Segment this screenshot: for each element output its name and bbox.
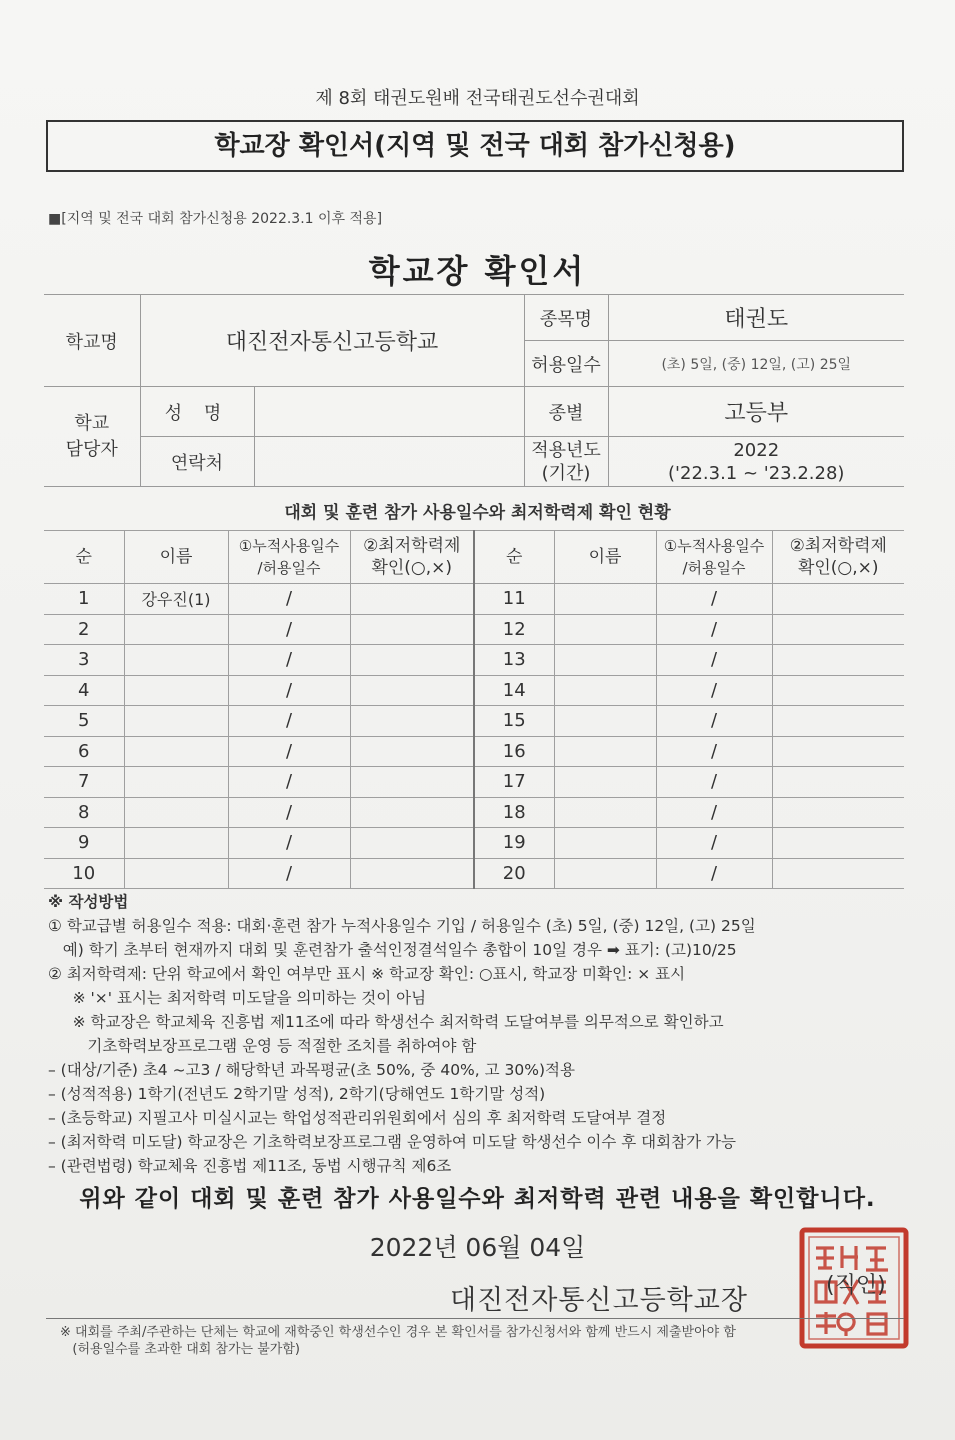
table-row: [44, 828, 904, 859]
competition-name: 제 8회 태권도원배 전국태권도선수권대회: [315, 88, 640, 109]
student-name-cell[interactable]: [124, 767, 228, 798]
student-name-cell[interactable]: [554, 736, 656, 767]
header-days-right: ①누적사용일수 /허용일수: [656, 531, 772, 584]
student-name-cell[interactable]: [554, 645, 656, 676]
header-academic-right: ②최저학력제 확인(○,×): [772, 531, 904, 584]
apply-year-cell: [608, 437, 904, 487]
row-number: 15: [474, 706, 554, 737]
days-used-cell[interactable]: /: [228, 706, 350, 737]
academic-check-cell[interactable]: [350, 614, 474, 645]
student-name-cell[interactable]: [124, 675, 228, 706]
student-name-cell[interactable]: [124, 645, 228, 676]
table-row: [44, 858, 904, 889]
footer-line-1: ※ 대회를 주최/주관하는 단체는 학교에 재학중인 학생선수인 경우 본 확인서를 참가신청서와 함께 반드시 제출받아야 함: [60, 1325, 736, 1340]
row-number: 20: [474, 858, 554, 889]
days-used-cell[interactable]: /: [228, 675, 350, 706]
days-used-cell[interactable]: /: [228, 736, 350, 767]
student-name-cell[interactable]: [554, 706, 656, 737]
row-number: 8: [44, 797, 124, 828]
writing-instructions: [48, 890, 908, 1178]
student-name-cell[interactable]: 강우진(1): [124, 584, 228, 615]
days-used-cell[interactable]: /: [228, 584, 350, 615]
header-name-right: 이름: [554, 531, 656, 584]
student-name-cell[interactable]: [124, 828, 228, 859]
academic-check-cell[interactable]: [350, 858, 474, 889]
days-used-cell[interactable]: /: [656, 675, 772, 706]
instruction-line: 예) 학기 초부터 현재까지 대회 및 훈련참가 출석인정결석일수 총합이 10일 경우 ➡ 표기: (고)10/25: [48, 941, 737, 959]
days-used-cell[interactable]: /: [228, 858, 350, 889]
days-used-cell[interactable]: /: [228, 797, 350, 828]
apply-year-value: 2022: [733, 439, 780, 461]
academic-check-cell[interactable]: [772, 828, 904, 859]
days-used-cell[interactable]: /: [656, 706, 772, 737]
confirmation-statement: 위와 같이 대회 및 훈련 참가 사용일수와 최저학력 관련 내용을 확인합니다.: [79, 1186, 876, 1212]
row-number: 5: [44, 706, 124, 737]
row-number: 19: [474, 828, 554, 859]
document-box-title: 학교장 확인서(지역 및 전국 대회 참가신청용): [46, 120, 904, 172]
instruction-line: – (대상/기준) 초4 ~고3 / 해당학년 과목평균(초 50%, 중 40%, 고 30%)적용: [48, 1061, 575, 1079]
header-academic-left: ②최저학력제 확인(○,×): [350, 531, 474, 584]
days-used-cell[interactable]: /: [656, 645, 772, 676]
table-row: [44, 584, 904, 615]
days-used-cell[interactable]: /: [228, 614, 350, 645]
school-name-value: 대진전자통신고등학교: [140, 295, 524, 387]
academic-check-cell[interactable]: [350, 584, 474, 615]
days-used-cell[interactable]: /: [656, 736, 772, 767]
instruction-line: ② 최저학력제: 단위 학교에서 확인 여부만 표시 ※ 학교장 확인: ○표시, 학교장 미확인: × 표시: [48, 965, 686, 983]
academic-check-cell[interactable]: [350, 675, 474, 706]
student-name-cell[interactable]: [554, 858, 656, 889]
table-row: [44, 736, 904, 767]
student-name-cell[interactable]: [554, 767, 656, 798]
row-number: 10: [44, 858, 124, 889]
student-name-cell[interactable]: [554, 614, 656, 645]
days-used-cell[interactable]: /: [656, 767, 772, 798]
academic-check-cell[interactable]: [350, 797, 474, 828]
instruction-line: ※ 학교장은 학교체육 진흥법 제11조에 따라 학생선수 최저학력 도달여부를 의무적으로 확인하고: [48, 1013, 724, 1031]
academic-check-cell[interactable]: [772, 858, 904, 889]
instruction-line: – (성적적용) 1학기(전년도 2학기말 성적), 2학기(당해연도 1학기말 성적): [48, 1085, 546, 1103]
row-number: 3: [44, 645, 124, 676]
student-name-cell[interactable]: [124, 858, 228, 889]
student-name-cell[interactable]: [554, 675, 656, 706]
academic-check-cell[interactable]: [772, 767, 904, 798]
school-name-label: 학교명: [44, 295, 140, 387]
academic-check-cell[interactable]: [350, 706, 474, 737]
participation-status-table: [44, 530, 904, 889]
applicability-note: ■[지역 및 전국 대회 참가신청용 2022.3.1 이후 적용]: [48, 211, 383, 227]
academic-check-cell[interactable]: [772, 706, 904, 737]
academic-check-cell[interactable]: [350, 767, 474, 798]
footer-note: [60, 1324, 736, 1358]
row-number: 6: [44, 736, 124, 767]
row-number: 1: [44, 584, 124, 615]
instruction-line: 기초학력보장프로그램 운영 등 적절한 조치를 취하여야 함: [48, 1037, 477, 1055]
header-no-right: 순: [474, 531, 554, 584]
academic-check-cell[interactable]: [350, 828, 474, 859]
footer-line-2: (허용일수를 초과한 대회 참가는 불가함): [60, 1342, 300, 1357]
header-name-left: 이름: [124, 531, 228, 584]
row-number: 9: [44, 828, 124, 859]
row-number: 7: [44, 767, 124, 798]
student-name-cell[interactable]: [124, 614, 228, 645]
academic-check-cell[interactable]: [350, 645, 474, 676]
academic-check-cell[interactable]: [350, 736, 474, 767]
academic-check-cell[interactable]: [772, 797, 904, 828]
days-used-cell[interactable]: /: [656, 828, 772, 859]
table-row: [44, 797, 904, 828]
row-number: 16: [474, 736, 554, 767]
student-name-cell[interactable]: [124, 736, 228, 767]
academic-check-cell[interactable]: [772, 614, 904, 645]
table-row: [44, 767, 904, 798]
row-number: 12: [474, 614, 554, 645]
days-used-cell[interactable]: /: [656, 858, 772, 889]
status-table-caption: 대회 및 훈련 참가 사용일수와 최저학력제 확인 현황: [284, 503, 671, 523]
row-number: 4: [44, 675, 124, 706]
days-used-cell[interactable]: /: [228, 645, 350, 676]
student-name-cell[interactable]: [554, 828, 656, 859]
instruction-line: – (관련법령) 학교체육 진흥법 제11조, 동법 시행규칙 제6조: [48, 1157, 452, 1175]
instruction-line: ※ '×' 표시는 최저학력 미도달을 의미하는 것이 아님: [48, 989, 427, 1007]
event-label: 종목명: [524, 295, 608, 341]
table-row: [44, 645, 904, 676]
school-staff-label: 학교 담당자: [44, 387, 140, 487]
table-row: [44, 706, 904, 737]
table-row: [44, 614, 904, 645]
header-no-left: 순: [44, 531, 124, 584]
category-value: 고등부: [608, 387, 904, 437]
row-number: 14: [474, 675, 554, 706]
days-used-cell[interactable]: /: [656, 614, 772, 645]
seal-label: (직인): [826, 1273, 886, 1298]
category-label: 종별: [524, 387, 608, 437]
footer-divider: [46, 1318, 904, 1319]
row-number: 18: [474, 797, 554, 828]
staff-name-label: 성 명: [140, 387, 254, 437]
days-used-cell[interactable]: /: [656, 584, 772, 615]
document-title: 학교장 확인서: [368, 252, 587, 290]
allowed-days-label: 허용일수: [524, 341, 608, 387]
academic-check-cell[interactable]: [772, 736, 904, 767]
academic-check-cell[interactable]: [772, 584, 904, 615]
student-name-cell[interactable]: [124, 706, 228, 737]
status-table-body: [44, 584, 904, 889]
school-info-table: [44, 294, 904, 487]
student-name-cell[interactable]: [554, 797, 656, 828]
days-used-cell[interactable]: /: [228, 767, 350, 798]
academic-check-cell[interactable]: [772, 675, 904, 706]
days-used-cell[interactable]: /: [656, 797, 772, 828]
row-number: 2: [44, 614, 124, 645]
staff-name-value[interactable]: [254, 387, 524, 437]
instruction-line: – (최저학력 미도달) 학교장은 기초학력보장프로그램 운영하여 미도달 학생선수 이수 후 대회참가 가능: [48, 1133, 736, 1151]
header-days-left: ①누적사용일수 /허용일수: [228, 531, 350, 584]
principal-name: 대진전자통신고등학교장: [450, 1285, 748, 1316]
instruction-line: ① 학교급별 허용일수 적용: 대회·훈련 참가 누적사용일수 기입 / 허용일수 (초) 5일, (중) 12일, (고) 25일: [48, 917, 756, 935]
apply-period-value: ('22.3.1 ~ '23.2.28): [668, 462, 845, 484]
staff-contact-value[interactable]: [254, 437, 524, 487]
issue-date: 2022년 06월 04일: [369, 1233, 586, 1262]
apply-year-label: 적용년도 (기간): [524, 437, 608, 487]
row-number: 17: [474, 767, 554, 798]
row-number: 13: [474, 645, 554, 676]
academic-check-cell[interactable]: [772, 645, 904, 676]
student-name-cell[interactable]: [124, 797, 228, 828]
student-name-cell[interactable]: [554, 584, 656, 615]
staff-contact-label: 연락처: [140, 437, 254, 487]
instruction-line: – (초등학교) 지필고사 미실시교는 학업성적관리위원회에서 심의 후 최저학력 도달여부 결정: [48, 1109, 667, 1127]
event-value: 태권도: [608, 295, 904, 341]
table-row: [44, 675, 904, 706]
row-number: 11: [474, 584, 554, 615]
instructions-heading: ※ 작성방법: [48, 893, 129, 911]
allowed-days-value: (초) 5일, (중) 12일, (고) 25일: [608, 341, 904, 387]
days-used-cell[interactable]: /: [228, 828, 350, 859]
